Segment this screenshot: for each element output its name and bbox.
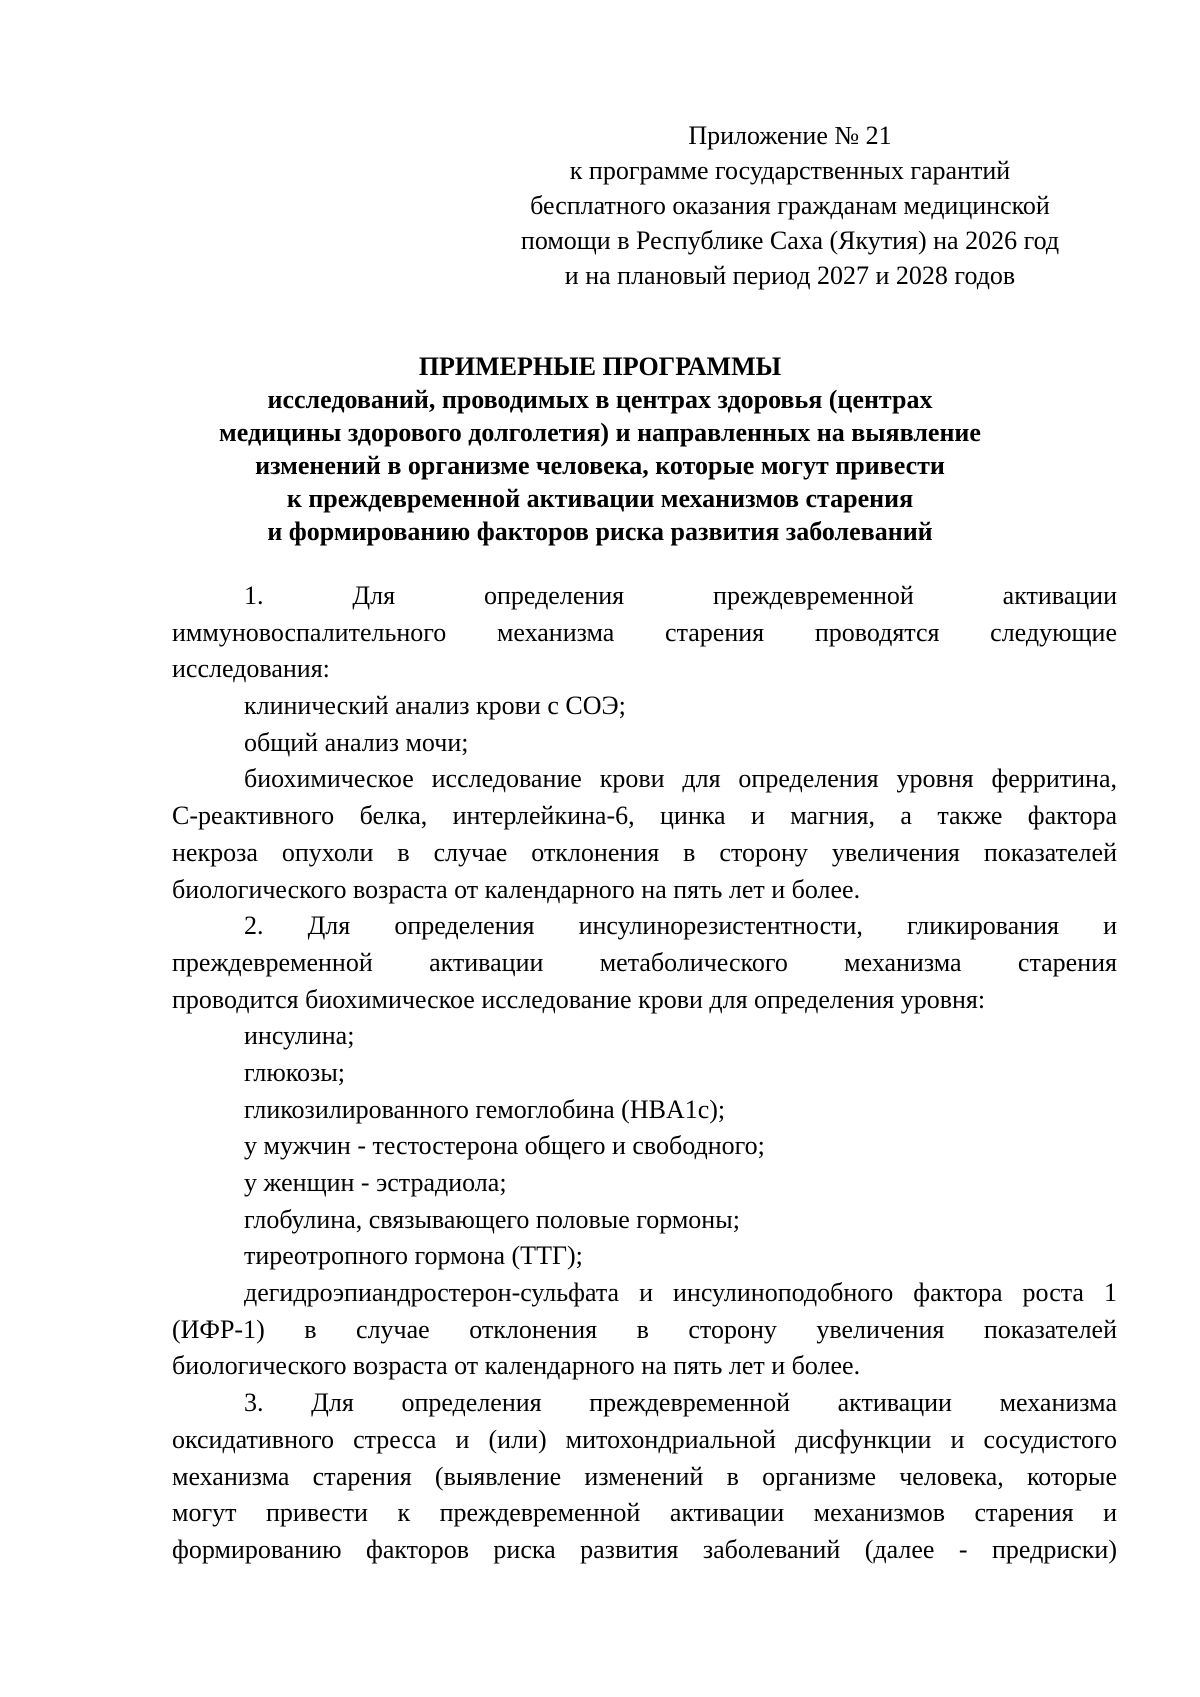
list-item: биохимическое исследование крови для определения уровня ферритина,	[244, 764, 1117, 794]
list-item: у женщин - эстрадиола;	[244, 1168, 507, 1197]
list-item-line: (ИФР-1) в случае отклонения в сторону увеличения показателей	[172, 1314, 1117, 1344]
paragraph-1-line: 1. Для определения преждевременной активации	[244, 581, 1117, 610]
appendix-line: и на плановый период 2027 и 2028 годов	[564, 261, 1016, 290]
list-item-line: биологического возраста от календарного на пять лет и более.	[172, 1351, 861, 1381]
list-item: инсулина;	[244, 1021, 355, 1051]
paragraph-3-line: могут привести к преждевременной активации механизмов старения и	[172, 1498, 1117, 1528]
paragraph-1-line: иммуновоспалительного механизма старения проводятся следующие	[172, 617, 1117, 647]
document-body	[172, 578, 1117, 1569]
paragraph-3-line: механизма старения (выявление изменений в организме человека, которые	[172, 1461, 1117, 1491]
appendix-line: к программе государственных гарантий	[569, 156, 1011, 185]
paragraph-2-line: 2. Для определения инсулинорезистентности, гликирования и	[244, 911, 1117, 941]
list-item: глюкозы;	[244, 1057, 346, 1087]
paragraph-2-line: проводится биохимическое исследование крови для определения уровня:	[172, 984, 986, 1014]
list-item-line: некроза опухоли в случае отклонения в сторону увеличения показателей	[172, 837, 1117, 867]
appendix-line: помощи в Республике Саха (Якутия) на 2026 год	[520, 226, 1060, 255]
list-item: у мужчин - тестостерона общего и свободного;	[244, 1131, 765, 1161]
list-item: глобулина, связывающего половые гормоны;	[244, 1204, 740, 1234]
paragraph-3-line: оксидативного стресса и (или) митохондриальной дисфункции и сосудистого	[172, 1424, 1117, 1454]
title-subtitle-line: к преждевременной активации механизмов старения	[286, 484, 914, 513]
list-item: гликозилированного гемоглобина (HBA1c);	[244, 1094, 726, 1124]
title-subtitle-line: изменений в организме человека, которые могут привести	[255, 451, 945, 480]
list-item: дегидроэпиандростерон-сульфата и инсулиноподобного фактора роста 1	[244, 1278, 1117, 1308]
list-item: клинический анализ крови с СОЭ;	[244, 691, 626, 721]
title-subtitle-line: исследований, проводимых в центрах здоровья (центрах	[267, 385, 933, 414]
list-item: общий анализ мочи;	[244, 727, 469, 757]
list-item-line: С-реактивного белка, интерлейкина-6, цинка и магния, а также фактора	[172, 801, 1117, 831]
document-title	[160, 350, 1040, 548]
list-item: тиреотропного гормона (ТТГ);	[244, 1241, 583, 1271]
appendix-number: Приложение № 21	[688, 121, 892, 150]
paragraph-2-line: преждевременной активации метаболического механизма старения	[172, 947, 1117, 977]
paragraph-3-line: формированию факторов риска развития заболеваний (далее - предриски)	[172, 1534, 1117, 1564]
list-item-line: биологического возраста от календарного на пять лет и более.	[172, 874, 861, 904]
title-heading: ПРИМЕРНЫЕ ПРОГРАММЫ	[418, 352, 782, 381]
appendix-line: бесплатного оказания гражданам медицинской	[530, 191, 1050, 220]
paragraph-3-line: 3. Для определения преждевременной активации механизма	[244, 1388, 1117, 1418]
paragraph-1-line: исследования:	[172, 654, 330, 684]
appendix-header	[490, 118, 1090, 293]
title-subtitle-line: и формированию факторов риска развития заболеваний	[267, 517, 933, 546]
title-subtitle-line: медицины здорового долголетия) и направленных на выявление	[219, 418, 981, 447]
